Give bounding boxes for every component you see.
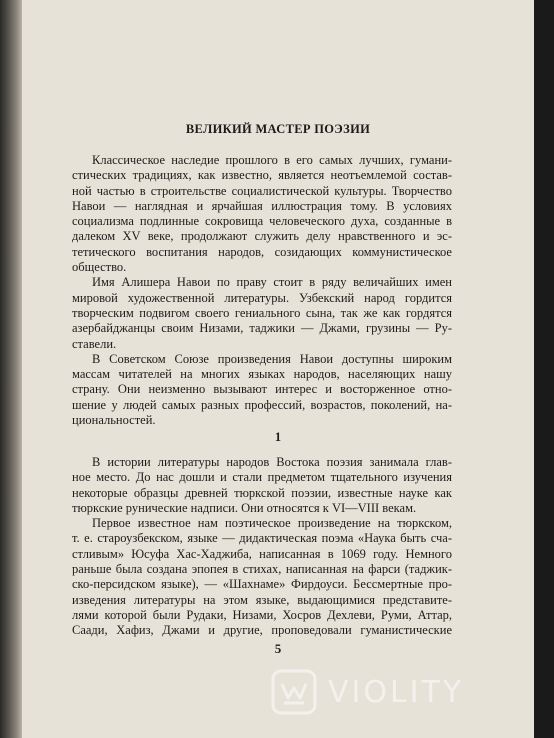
page-number: 5 xyxy=(274,641,282,656)
text-line: Имя Алишера Навои по праву стоит в ряду величайших имен xyxy=(92,275,452,290)
margin-stamp xyxy=(0,620,1,636)
text-line: раньше была создана эпопея в стихах, написанная на фарси (таджик- xyxy=(72,562,452,577)
text-line: В истории литературы народов Востока поэзия занимала глав- xyxy=(92,455,452,469)
text-line: стических традициях, как известно, является неотъемлемой состав- xyxy=(72,168,452,183)
section-text xyxy=(72,455,452,639)
section-number: 1 xyxy=(274,430,282,444)
text-line: ставели. xyxy=(72,336,117,351)
text-line: ное место. До нас дошли и стали предметом тщательного изучения xyxy=(72,470,452,485)
text-line: мировой художественной литературы. Узбекский народ гордится xyxy=(72,290,452,305)
book-spine-edge xyxy=(0,0,22,738)
text-line: страну. Они неизменно вызывают интерес и восторженное отно- xyxy=(72,382,452,397)
chapter-title: ВЕЛИКИЙ МАСТЕР ПОЭЗИИ xyxy=(185,122,371,136)
text-line: ско-персидском языке), — «Шахнаме» Фирдоуси. Бессмертные про- xyxy=(72,577,452,592)
text-line: тюркские рунические надписи. Они относятся к VI—VIII векам. xyxy=(72,500,417,515)
text-line: некоторые образцы древней тюркской поэзии, известные науке как xyxy=(72,485,452,500)
text-line: стливым» Юсуфа Хас-Хаджиба, написанная в 1069 году. Немного xyxy=(72,546,452,561)
intro-text xyxy=(72,153,452,428)
text-line: творческим подвигом своего гениального сына, так же как гордятся xyxy=(72,305,452,320)
book-page xyxy=(22,0,534,738)
text-line: общество. xyxy=(72,260,127,275)
text-line: В Советском Союзе произведения Навои доступны широким xyxy=(92,351,452,366)
text-line: азербайджанцы своим Низами, таджики — Джами, грузины — Ру- xyxy=(72,321,452,336)
text-line: лями которой были Рудаки, Низами, Хосров Дехлеви, Руми, Аттар, xyxy=(72,607,452,622)
text-line: Классическое наследие прошлого в его самых лучших, гумани- xyxy=(92,153,452,167)
text-line: Первое известное нам поэтическое произведение на тюркском, xyxy=(92,516,452,531)
text-line: ной частью в строительстве социалистической культуры. Творчество xyxy=(72,183,452,198)
text-line: изведения литературы на этом языке, выдающимися представите- xyxy=(72,592,452,607)
text-line: циональностей. xyxy=(72,413,156,428)
text-line: социализма подлинные сокровища человеческого духа, созданные в xyxy=(72,214,452,229)
text-line: массам читателей на многих языках народов, населяющих нашу xyxy=(72,367,452,382)
text-line: т. е. староузбекском, языке — дидактическая поэма «Наука быть сча- xyxy=(72,531,452,546)
watermark xyxy=(270,662,540,722)
text-line: Саади, Хафиз, Джами и другие, проповедовали гуманистические xyxy=(72,623,452,638)
text-line: Навои — наглядная и ярчайшая иллюстрация тому. В условиях xyxy=(72,198,452,213)
violity-crown-logo-icon xyxy=(270,668,318,716)
text-line: далеком XV веке, продолжают служить делу нравственного и эс- xyxy=(72,229,452,244)
text-line: тетического воспитания народов, созидающих коммунистическое xyxy=(72,244,452,259)
text-line: шение у людей самых разных профессий, возрастов, поколений, на- xyxy=(72,397,452,412)
watermark-brand-text: VIOLITY xyxy=(328,674,465,710)
